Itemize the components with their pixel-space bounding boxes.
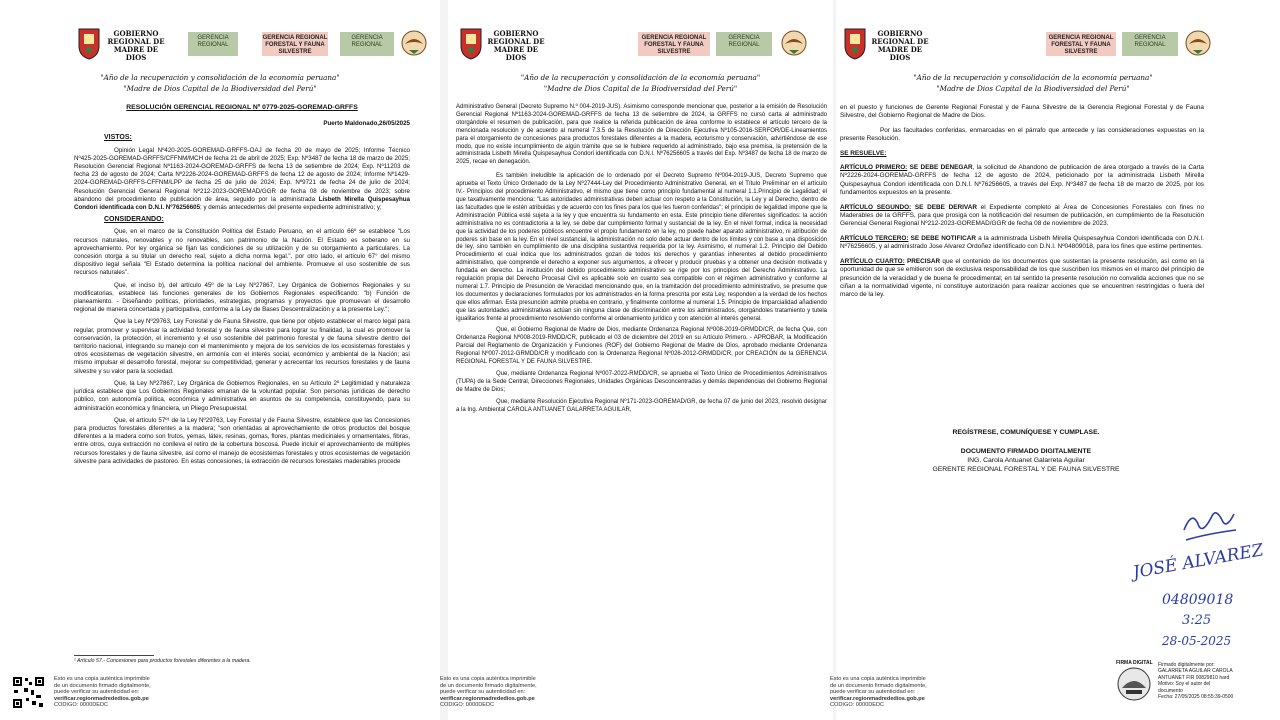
fd-line-2: GALARRETA AGUILAR CAROLA (1158, 668, 1233, 675)
vistos-heading: VISTOS: (104, 134, 132, 142)
art3-head: ARTÍCULO TERCERO: (840, 234, 909, 242)
page3-para-1: en el puesto y funciones de Gerente Regional Forestal y de Fauna Silvestre de la Gerencia Regional Forestal y de Fauna Silvestre, del Gobierno Regional de Madre de Dios. (840, 104, 1204, 120)
forestal3-line-2: FORESTAL Y FAUNA (1051, 42, 1111, 48)
motto3-line-2: "Madre de Dios Capital de la Biodiversidad del Perú" (936, 84, 1130, 93)
firma-digital-details (1158, 662, 1233, 700)
motto-line-2: "Madre de Dios Capital de la Biodiversidad del Perú" (123, 84, 317, 93)
forestal-line-1: GERENCIA REGIONAL (262, 35, 328, 41)
motto2-line-2: "Madre de Dios Capital de la Biodiversidad del Perú" (543, 84, 738, 93)
articulo-tercero (840, 235, 1204, 252)
firma-digital-label: FIRMA DIGITAL (1116, 660, 1153, 666)
handwritten-signature (1126, 500, 1276, 650)
forestal-logo-icon (400, 28, 428, 58)
regional-crest-icon (76, 26, 102, 60)
gobierno-regional-label-2 (486, 30, 546, 62)
gerencia-right-line-2: REGIONAL (351, 42, 383, 48)
page1-body (74, 104, 410, 470)
footnote-rule (74, 655, 154, 656)
gobierno-regional-label (106, 30, 166, 62)
motto-3 (786, 72, 1280, 94)
gerencia-forestal-bar-3 (1046, 32, 1116, 56)
motto3-line-1: "Año de la recuperación y consolidación de la economía peruana" (913, 73, 1153, 82)
gerencia-regional-bar (188, 32, 238, 56)
considerando-heading: CONSIDERANDO: (104, 216, 164, 224)
document-page-1 (0, 0, 440, 720)
fd-line-6: Fecha: 27/05/2025 08:55:39-0500 (1158, 694, 1234, 701)
verif2-code: CODIGO: 0000DEDC (440, 702, 495, 709)
page2-para-4: Que, mediante Ordenanza Regional Nº007-2022-RMDD/CR, se aprueba el Texto Único de Procedimientos Administrativos (TUPA) de la Sede Central, Direcciones Regionales, Unidades Orgánicas Desconcentradas y demás dependencias del Gobierno Regional de Madre de Dios; (456, 371, 827, 393)
firma-digital-seal-icon (1116, 666, 1152, 702)
forestal2-line-2: FORESTAL Y FAUNA (644, 42, 704, 48)
resolution-title: RESOLUCIÓN GERENCIAL REGIONAL Nº 0779-2025-GOREMAD-GRFFS (126, 104, 358, 111)
verif3-line-1: Esto es una copia auténtica imprimible (830, 676, 926, 682)
art4-bold: PRECISAR (907, 257, 941, 265)
handwritten-name: JOSÉ ALVAREZ (1131, 540, 1266, 583)
fd-line-1: Firmado digitalmente por: (1158, 662, 1215, 668)
art2-head: ARTÍCULO SEGUNDO: (840, 203, 912, 211)
fd-line-4: Motivo: Soy el autor del (1158, 681, 1211, 688)
verif-line-1: Esto es una copia auténtica imprimible (54, 676, 150, 682)
art4-head: ARTÍCULO CUARTO: (840, 257, 905, 265)
vistos-text-b: ; y demás antecedentes del presente expediente administrativo; y; (200, 204, 382, 212)
letterhead (0, 22, 440, 66)
considerando-3: Que la Ley Nº29763, Ley Forestal y de Fauna Silvestre, que tiene por objeto establecer el marco legal para regular, promover y supervisar la actividad forestal y de fauna silvestre para lograr su finalidad, la cual es promover la conservación, la protección, el incremento y el uso sostenible del patrimonio forestal y de fauna silvestre dentro del territorio nacional, integrando su manejo con el mantenimiento y mejora de los servicios de los ecosistemas forestales y otros ecosistemas de vegetación silvestre, en armonía con el interés social, económico y ambiental de la Nación; así mismo impulsar el desarrollo forestal, mejorar su competitividad, generar y acrecentar los recursos forestales y de fauna silvestre y su valor para la sociedad. (74, 318, 410, 375)
registrese: REGÍSTRESE, COMUNÍQUESE Y CUMPLASE. (952, 429, 1100, 436)
gerencia-regional-bar-3 (1122, 32, 1178, 56)
document-page-2 (440, 0, 833, 720)
page2-para-3: Que, el Gobierno Regional de Madre de Dios, mediante Ordenanza Regional Nº008-2019-GRMDD/CR, de fecha Que, con Ordenanza Regional Nº008-2019-RMDD/CR, publicado el 03 de diciembre del 2019 en su Artículo Primero. - APROBAR, la Modificación Parcial del Reglamento de Organización y Funciones (ROF) del Gobierno Regional de Madre de Dios, aprobado mediante Ordenanza Regional Nº007-2012-GRMDD/CR y modificado con la Ordenanza Regional Nº026-2012-GRMDD/CR, por CREACIÓN de la GERENCIA REGIONAL FORESTAL Y DE FAUNA SILVESTRE. (456, 327, 827, 366)
firmado-digitalmente: DOCUMENTO FIRMADO DIGITALMENTE (960, 448, 1092, 455)
regional-crest-icon-2 (458, 26, 484, 60)
closing-block (876, 428, 1176, 474)
art1-head: ARTÍCULO PRIMERO: (840, 164, 908, 172)
verif-code: CODIGO: 0000DEDC (54, 702, 109, 709)
forestal-logo-icon-2 (780, 28, 808, 58)
verif-url[interactable]: verificar.regionmadrededios.gob.pe (54, 695, 149, 702)
document-page-3 (830, 0, 1280, 720)
gerencia2-line-2: REGIONAL (728, 42, 760, 48)
art2-text: el Expediente completo al Área de Concesiones Forestales con fines no Maderables de la GRFFS, para que prosiga con la notificación del resumen de publicación, en cumplimiento de la Resolución Gerencial General Regional Nº212-2023-GOREMAD/GGR de fecha 08 de noviembre de 2023. (840, 203, 1205, 228)
gerencia-right-line-1: GERENCIA (351, 35, 383, 41)
place-date: Puerto Maldonado,26/05/2025 (323, 120, 410, 128)
forestal-line-2: FORESTAL Y FAUNA (265, 42, 325, 48)
articulo-segundo (840, 204, 1204, 229)
fd-line-5: documento (1158, 687, 1183, 694)
art3-text: a la administrada Lisbeth Mirella Quispesayhua Condori identificada con D.N.I. Nº76256605, y al administrado Jose Alvarez Ordoñez identificado con D.N.I. Nº04809018, para los fines que estime pertinentes. (840, 234, 1204, 251)
art1-bold: SE DEBE DENEGAR (909, 164, 973, 172)
gerencia-forestal-bar (262, 32, 328, 56)
motto-line-1: "Año de la recuperación y consolidación de la economía peruana" (100, 73, 340, 82)
art4-text: que el contenido de los documentos que sustentan la presente resolución, así como en la oportunidad de que se emitieron son de exclusiva responsabilidad de los que suscriben los mismos en el marco del principio de presunción de la veracidad y de buena fe procedimental; en tal sentido la presente resolución no convalida acciones que no se ciñan a la normatividad vigente, ni constituye autorización para realizar acciones que se encuentren restringidas o fuera del marco de la ley. (840, 257, 1204, 299)
gerencia-line-2: REGIONAL (197, 42, 229, 48)
signer-title: GERENTE REGIONAL FORESTAL Y DE FAUNA SILVESTRE (932, 466, 1120, 473)
forestal3-line-3: SILVESTRE (1064, 49, 1098, 55)
page-separator-1 (440, 0, 448, 720)
gerencia-regional-bar-2 (716, 32, 772, 56)
footnote: ¹ Artículo 57.- Concesiones para productos forestales diferentes a la madera. (74, 658, 251, 664)
gerencia-line-1: GERENCIA (197, 35, 229, 41)
gobierno3-line-3: MADRE DE DIOS (877, 45, 923, 62)
verif3-code: CODIGO: 0000DEDC (830, 702, 885, 709)
gobierno3-line-2: REGIONAL DE (871, 37, 929, 46)
gerencia2-line-1: GERENCIA (728, 35, 760, 41)
letterhead-2 (448, 22, 833, 66)
page2-para-1: Administrativo General (Decreto Supremo N.º 004-2019-JUS). Asimismo corresponde mencionar que, posterior a la emisión de Resolución Gerencial Regional Nº1163-2024-GOREMAD-GRFFS de fecha 13 de setiembre de 2024, la GRFFS no cursó carta al administrado otorgándole el resumen de publicación, para que realice la referida publicación de área conforme lo establece el artículo tercero de la mencionada resolución y de acuerdo al numeral 7.3.5 de la Resolución de Dirección Ejecutiva Nº105-2016-SERFOR/DE-Lineamientos para el otorgamiento de concesiones para productos forestales diferentes a la madera, ecoturismo y conservación, advirtiéndose de ese modo, que no existe incumplimiento de algún trámite que se le hubiere requerido al administrado, bajo esa premisa, la pretensión de la administrada Lisbeth Mirella Quispesayhua Condori identificada con D.N.I. Nº76256605 a través del Exp. Nº3487 de fecha 18 de marzo de 2025, recae en denegación. (456, 104, 827, 166)
verif3-line-3: puede verificar su autenticidad en: (830, 689, 916, 696)
verif-line-2: de un documento firmado digitalmente, (54, 682, 151, 689)
gobierno2-line-2: REGIONAL DE (487, 37, 545, 46)
regional-crest-icon-3 (842, 26, 868, 60)
verif3-url[interactable]: verificar.regionmadrededios.gob.pe (830, 695, 925, 702)
gerencia-regional-bar-right (340, 32, 394, 56)
gobierno2-line-1: GOBIERNO (493, 29, 539, 38)
considerando-2: Que, el inciso b), del artículo 45º de la Ley Nº27867, Ley Orgánica de Gobiernos Regionales y su modificatorias, establece las funciones generales de los Gobiernos Regionales especificando: "b) Función de planeamiento. - Diseñando políticas, prioridades, estrategias, programas y proyectos que promuevan el desarrollo regional de manera concertada y participativa, conforme a la Ley de Bases Descentralización y a la presente Ley."; (74, 281, 410, 314)
vistos-paragraph (74, 147, 410, 213)
page3-para-2: Por las facultades conferidas, enmarcadas en el párrafo que antecede y las consideraciones expuestas en la presente Resolución. (840, 126, 1204, 143)
handwritten-dni: 04809018 (1162, 592, 1234, 608)
gobierno-line-3: MADRE DE DIOS (113, 45, 159, 62)
considerando-1: Que, en el marco de la Constitución Política del Estado Peruano, en el artículo 66º se establece "Los recursos naturales, renovables y no renovables, son patrimonio de la Nación. El Estado es soberano en su aprovechamiento. Por ley orgánica se fijan las condiciones de su utilización y de su otorgamiento a particulares. La concesión otorga a su titular un derecho real, sujeto a dicha norma legal.", por otro lado, el artículo 67° del mismo dispositivo legal señala "El Estado determina la política nacional del ambiente. Promueve el uso sostenible de sus recursos naturales". (74, 228, 410, 277)
gobierno-regional-label-3 (870, 30, 930, 62)
verification-note (54, 676, 151, 709)
forestal3-line-1: GERENCIA REGIONAL (1048, 35, 1114, 41)
gobierno-line-1: GOBIERNO (113, 29, 159, 38)
page3-body (840, 104, 1204, 304)
verif3-line-2: de un documento firmado digitalmente, (830, 682, 927, 689)
art1-text: , la solicitud de Abandono de publicación de área otorgado a través de la Carta Nº2226-2024-GOREMAD-GRFFS de fecha 12 de agosto de 2024, peticionado por la administrada Lisbeth Mirella Quispesayhua Condori identificada con D.N.I. Nº76256605, a través del Exp. Nº3487 de fecha 18 de marzo de 2025, por los fundamentos expuestos en la presente. (840, 164, 1204, 197)
verification-note-2 (440, 676, 537, 709)
considerando-4: Que, la Ley Nº27867, Ley Orgánica de Gobiernos Regionales, en su Artículo 2º Legitimidad y naturaleza jurídica establece que Los Gobiernos Regionales emanan de la voluntad popular. Son personas jurídicas de derecho público, con autonomía política, económica y administrativa en asuntos de su competencia, constituyendo, para su administración económica y financiera, un Pliego Presupuestal. (74, 379, 410, 412)
signer-name: ING. Carola Antuanet Galarreta Aguilar (967, 457, 1085, 464)
signature-icon (1126, 500, 1276, 650)
gobierno-line-2: REGIONAL DE (107, 37, 165, 46)
gerencia3-line-1: GERENCIA (1134, 35, 1166, 41)
qr-code-icon (12, 676, 45, 709)
letterhead-3 (836, 22, 1280, 66)
gerencia3-line-2: REGIONAL (1134, 42, 1166, 48)
gerencia-forestal-bar-2 (638, 32, 710, 56)
verif-line-3: puede verificar su autenticidad en: (54, 689, 140, 696)
articulo-cuarto (840, 258, 1204, 300)
page2-body (456, 104, 827, 419)
forestal-logo-icon-3 (1184, 28, 1212, 58)
motto (0, 72, 440, 94)
page2-para-2: Es también ineludible la aplicación de lo ordenado por el Decreto Supremo Nº004-2019-JUS, Decreto Supremo que aprueba el Texto Único Ordenado de la Ley Nº27444-Ley del Procedimiento Administrativo General, en el Título Preliminar en el artículo IV.- Principios del procedimiento Administrativo, el mismo que tiene como principio fundamental al numeral 1.1.Principio de Legalidad; el que taxativamente menciona: "Las autoridades administrativas deben actuar con respeto a la Constitución, la Ley y al Derecho, dentro de las facultades que le estén atribuidas y de acuerdo con los fines para los que les fueron conferidas"; el principio de legalidad impone que la Administración Pública esté sujeta a la ley y que encuentra su fundamento en esta. Este principio tiene diferentes significados: la acción administrativa no es contradictoria a la ley, se debe dar cumplimiento formal y sustancial de la ley. En el nivel formal, indica la necesidad que la actividad de los poderes públicos encuentre el propio fundamento en la ley, no puede haber aparato administrativo, ni atribución de poderes sin base en la ley. En el nivel sustancial, la administración no solo debe actuar dentro de los límites y con base a una disposición de ley, sino también en cumplimiento de una disciplina sustantiva requerida por la ley. Asimismo, el numeral 1.2. Principio del Debido Procedimiento el cual indica que los administrados gozan de todos los derechos y garantías inherentes al debido procedimiento administrativo, que comprende el derecho a exponer sus argumentos, a ofrecer y producir pruebas y a obtener una decisión motivada y fundada en derecho. La institución del debido procedimiento administrativo se rige por los principios del Derecho Administrativo. La regulación propia del Derecho Procesal Civil es aplicable solo en cuanto sea compatible con el régimen administrativo y conforme al numeral 1.7. Principio de Presunción de Veracidad mencionando que, en la tramitación del procedimiento administrativo, se presume que los documentos y declaraciones formulados por los administrados en la forma prescrita por esta Ley, responden a la verdad de los hechos que ellos afirman. Esta presunción admite prueba en contrario, y finalmente conforme al numeral 1.5. Principio de Imparcialidad añadiendo que las autoridades administrativas actúan sin ninguna clase de discriminación entre los administrados, otorgándoles tratamiento y tutela igualitarios frente al procedimiento resolviendo conforme al ordenamiento jurídico y con atención al interés general. (456, 173, 827, 322)
motto2-line-1: "Año de la recuperación y consolidación de la economía peruana" (520, 73, 761, 82)
forestal2-line-1: GERENCIA REGIONAL (641, 35, 707, 41)
motto-2 (448, 72, 833, 94)
forestal-line-3: SILVESTRE (278, 49, 312, 55)
art3-bold: SE DEBE NOTIFICAR (910, 234, 976, 242)
handwritten-time: 3:25 (1182, 613, 1212, 628)
articulo-primero (840, 164, 1204, 198)
handwritten-date: 28-05-2025 (1162, 634, 1232, 648)
vistos-text-a: Opinión Legal Nº420-2025-GOREMAD-GRFFS-OAJ de fecha 20 de mayo de 2025; Informe Técnico Nº425-2025-GOREMAD-GRFFS/CFFNM/MCH de fecha 21 de abril de 2025; Exp. Nº3487 de fecha 18 de marzo de 2025; Resolución Gerencial Regional Nº1163-2024-GOREMAD-GRFFS de fecha 13 de setiembre de 2024; Exp. Nº11203 de fecha 23 de agosto de 2024; Carta Nº2226-2024-GOREMAD-GRFFS de fecha 12 de agosto de 2024; Informe Nº1429-2024-GOREMAD-GRFFS-CFFNM/LPP de fecha 25 de julio de 2024; Exp. Nº9721 de fecha 24 de julio de 2024; Resolución Gerencial General Regional Nº212-2023-GOREMAD/GGR de fecha 08 de noviembre de 2023; sobre abandono del procedimiento de publicación de área, seguido por la administrada (74, 146, 410, 203)
verif2-line-2: de un documento firmado digitalmente, (440, 682, 537, 689)
gobierno2-line-3: MADRE DE DIOS (493, 45, 539, 62)
verification-note-3 (830, 676, 927, 709)
verif2-line-1: Esto es una copia auténtica imprimible (440, 676, 536, 682)
art2-bold: SE DEBE DERIVAR (914, 203, 977, 211)
page2-para-5: Que, mediante Resolución Ejecutiva Regional Nº171-2023-GOREMAD/GR, de fecha 07 de junio del 2023, resolvió designar a la Ing. Ambiental CAROLA ANTUANET GALARRETA AGUILAR, (456, 398, 827, 413)
considerando-5: Que, el artículo 57º¹ de la Ley Nº29763, Ley Forestal y de Fauna Silvestre, establece que las Concesiones para productos forestales diferentes a la madera; "son orientadas al aprovechamiento de otros productos del bosque diferentes a la madera como son frutos, yemas, látex, resinas, gomas, flores, plantas medicinales y ornamentales, fibras, entre otros, cuya extracción no conlleva el retiro de la cobertura boscosa. Puede incluir el aprovechamiento de múltiples recursos forestales y de fauna silvestre, así como el manejo de ecosistemas forestales y otros ecosistemas de vegetación silvestre para actividades de pastoreo. En estas concesiones, la extracción de recursos forestales maderables procede (74, 416, 410, 465)
fd-line-3: ANTUANET FIR 00829810 hard (1158, 674, 1230, 681)
gobierno3-line-1: GOBIERNO (877, 29, 923, 38)
vistos-bold: Lisbeth Mirella Quispesayhua Condori identificada con D.N.I. Nº76256605 (74, 195, 410, 212)
firma-digital-badge (1116, 660, 1156, 707)
verif2-url[interactable]: verificar.regionmadrededios.gob.pe (440, 695, 535, 702)
verif2-line-3: puede verificar su autenticidad en: (440, 689, 526, 696)
se-resuelve-heading: SE RESUELVE: (840, 149, 887, 157)
forestal2-line-3: SILVESTRE (657, 49, 691, 55)
